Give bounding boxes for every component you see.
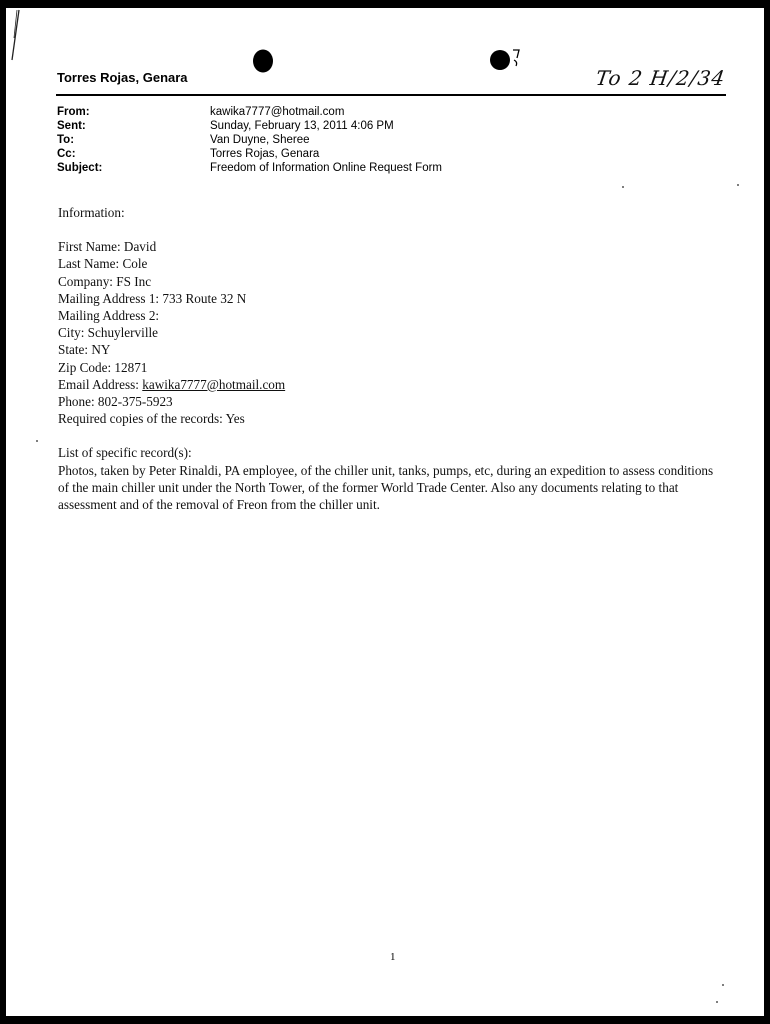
meta-row-cc xyxy=(57,147,442,161)
meta-row-from xyxy=(57,105,442,119)
header-divider xyxy=(56,94,726,96)
field-phone: Phone: 802-375-5923 xyxy=(58,394,173,410)
scan-speck xyxy=(716,1001,718,1003)
meta-value: Van Duyne, Sheree xyxy=(210,134,310,146)
scan-speck xyxy=(622,186,624,188)
meta-row-subject xyxy=(57,161,442,175)
mailbox-owner-name: Torres Rojas, Genara xyxy=(57,70,188,85)
field-state: State: NY xyxy=(58,342,111,358)
meta-label: From: xyxy=(57,106,90,118)
meta-row-sent xyxy=(57,119,442,133)
field-mailing-address-2: Mailing Address 2: xyxy=(58,308,160,324)
email-address-label: Email Address: xyxy=(58,376,143,392)
meta-label: Sent: xyxy=(57,120,86,132)
field-required-copies: Required copies of the records: Yes xyxy=(58,411,245,427)
meta-label: To: xyxy=(57,134,75,146)
meta-value: kawika7777@hotmail.com xyxy=(210,106,345,118)
email-body xyxy=(58,204,718,513)
field-email-address xyxy=(58,376,718,393)
records-heading: List of specific record(s): xyxy=(58,445,192,461)
field-zip-code: Zip Code: 12871 xyxy=(58,359,148,375)
meta-label: Cc: xyxy=(57,148,76,160)
scan-speck xyxy=(737,184,739,186)
scan-speck xyxy=(36,440,38,442)
page-number: 1 xyxy=(390,951,396,963)
field-city: City: Schuylerville xyxy=(58,325,158,341)
hole-punch-mark-left xyxy=(250,46,278,78)
email-address-link[interactable]: kawika7777@hotmail.com xyxy=(142,376,286,392)
scan-speck xyxy=(722,984,724,986)
hole-punch-mark-right xyxy=(486,44,526,76)
meta-value: Freedom of Information Online Request Form xyxy=(210,162,443,174)
section-heading: Information: xyxy=(58,205,125,220)
scan-streak-mark xyxy=(8,8,22,68)
scanned-page xyxy=(6,8,764,1016)
meta-value: Torres Rojas, Genara xyxy=(210,148,320,160)
field-last-name: Last Name: Cole xyxy=(58,256,148,272)
field-mailing-address-1: Mailing Address 1: 733 Route 32 N xyxy=(58,290,247,306)
field-company: Company: FS Inc xyxy=(58,273,152,289)
field-first-name: First Name: David xyxy=(58,239,157,255)
meta-row-to xyxy=(57,133,442,147)
meta-label: Subject: xyxy=(57,162,103,174)
email-metadata xyxy=(57,105,442,175)
meta-value: Sunday, February 13, 2011 4:06 PM xyxy=(210,120,394,132)
records-description: Photos, taken by Peter Rinaldi, PA employee, of the chiller unit, tanks, pumps, etc, during an expedition to assess conditions of the main chiller unit under the North Tower, of the former World Trade Center. Also any documents relating to that assessment and of the removal of Freon from the chiller unit. xyxy=(58,462,714,513)
handwritten-reference-number: To 2 H/2/34 xyxy=(594,66,728,90)
